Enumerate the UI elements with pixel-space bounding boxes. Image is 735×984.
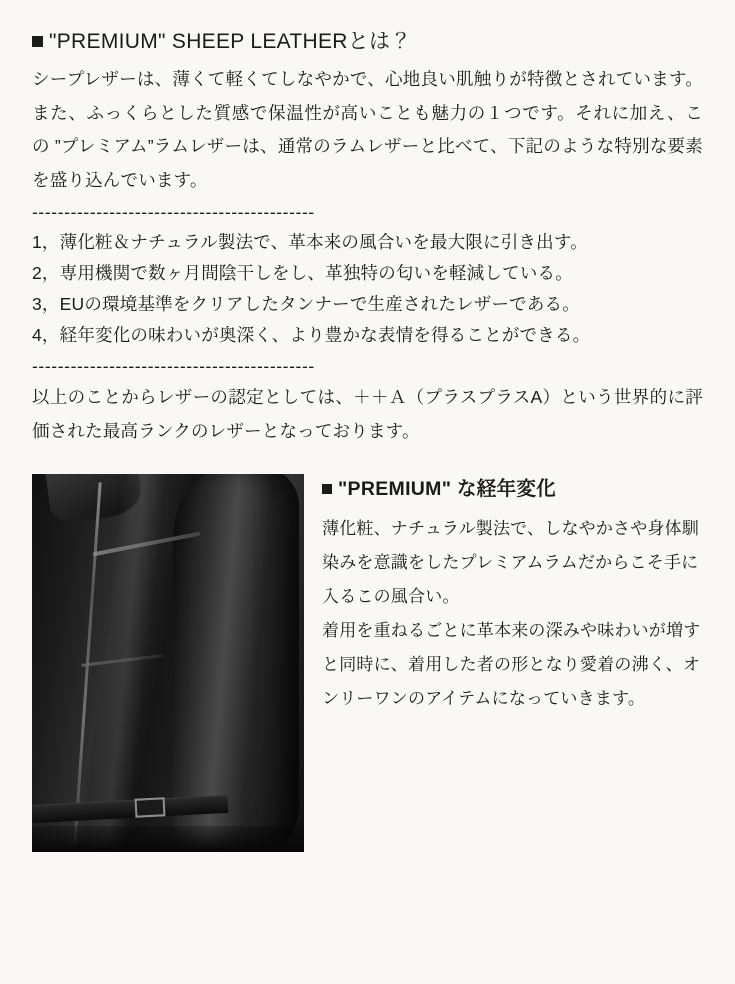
jacket-sleeve-shape [173,474,298,852]
list-item: 2，専用機関で数ヶ月間陰干しをし、革独特の匂いを軽減している。 [32,263,573,284]
list-item: 4，経年変化の味わいが奥深く、より豊かな表情を得ることができる。 [32,325,591,346]
aging-paragraph: 薄化粧、ナチュラル製法で、しなやかさや身体馴染みを意識をしたプレミアムラムだからこそ手に入るこの風合い。 [322,519,700,607]
aging-paragraph: 着用を重ねるごとに革本来の深みや味わいが増すと同時に、着用した者の形となり愛着の沸く、オンリーワンのアイテムになっていきます。 [322,621,701,709]
aging-text-column [322,474,703,716]
square-bullet-icon [322,484,332,494]
lower-section [32,474,703,852]
list-item: 1，薄化粧＆ナチュラル製法で、革本来の風合いを最大限に引き出す。 [32,232,588,253]
jacket-hem-shape [32,826,304,852]
jacket-buckle-shape [135,797,166,818]
intro-paragraph: シープレザーは、薄くて軽くてしなやかで、心地良い肌触りが特徴とされています。また、ふっくらとした質感で保温性が高いことも魅力の１つです。それに加え、この ”プレミアム”ラムレザーは、通常のラムレザーと比べて、下記のような特別な要素を盛り込んでいます。 [32,69,703,191]
divider-top: -------------------------------------------- [32,201,315,222]
list-item: 3，EUの環境基準をクリアしたタンナーで生産されたレザーである。 [32,294,580,315]
page-title-text: "PREMIUM" SHEEP LEATHERとは？ [49,30,412,53]
divider-bottom: -------------------------------------------- [32,355,315,376]
closing-paragraph: 以上のことからレザーの認定としては、＋＋Ａ（プラスプラスA）という世界的に評価された最高ランクのレザーとなっております。 [32,386,703,441]
feature-list [32,227,703,352]
leather-jacket-image [32,474,304,852]
square-bullet-icon [32,36,43,47]
page-title [32,28,703,55]
section-heading-aging [322,476,703,502]
section-heading-aging-text: "PREMIUM" な経年変化 [338,478,556,501]
